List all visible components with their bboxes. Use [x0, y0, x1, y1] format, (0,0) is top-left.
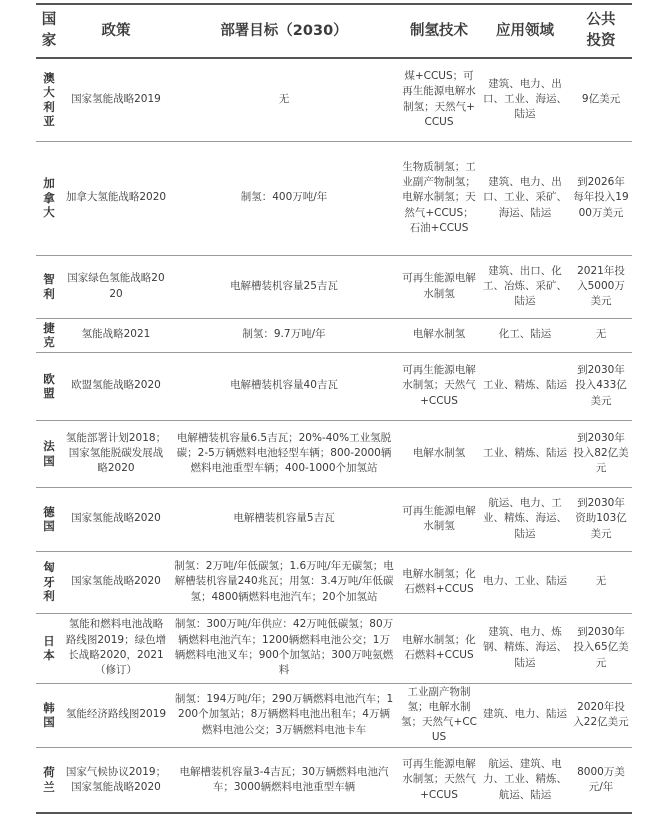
table-row — [36, 255, 632, 318]
target-cell: 电解槽装机容量25吉瓦 — [170, 255, 398, 318]
tech-cell: 电解水制氢；化石燃料+CCUS — [398, 551, 480, 613]
invest-cell: 到2030年资助103亿美元 — [570, 487, 632, 551]
table-row — [36, 58, 632, 141]
policy-cell: 氢能和燃料电池战略路线图2019；绿色增长战略2020，2021（修订） — [62, 613, 170, 683]
target-cell: 制氢：400万吨/年 — [170, 141, 398, 255]
policy-cell: 国家氢能战略2019 — [62, 58, 170, 141]
tech-cell: 可再生能源电解水制氢 — [398, 487, 480, 551]
hydrogen-strategy-table-container — [36, 3, 632, 814]
country-cell — [36, 487, 62, 551]
header-policy: 政策 — [62, 4, 170, 58]
app-cell: 航运、电力、工业、精炼、海运、陆运 — [480, 487, 570, 551]
country-cell — [36, 747, 62, 813]
app-cell: 工业、精炼、陆运 — [480, 420, 570, 487]
country-name: 捷克 — [43, 320, 55, 349]
country-cell — [36, 58, 62, 141]
country-cell — [36, 141, 62, 255]
target-cell: 电解槽装机容量40吉瓦 — [170, 352, 398, 420]
policy-cell: 氢能部署计划2018；国家氢能脱碳发展战略2020 — [62, 420, 170, 487]
country-cell — [36, 683, 62, 747]
table-row — [36, 318, 632, 352]
country-name: 欧盟 — [43, 371, 55, 400]
tech-cell: 煤+CCUS；可再生能源电解水制氢；天然气+CCUS — [398, 58, 480, 141]
app-cell: 建筑、电力、陆运 — [480, 683, 570, 747]
hydrogen-strategy-table — [36, 3, 632, 814]
invest-cell: 无 — [570, 318, 632, 352]
header-tech: 制氢技术 — [398, 4, 480, 58]
header-app: 应用领域 — [480, 4, 570, 58]
country-name: 法国 — [43, 439, 55, 468]
invest-cell: 9亿美元 — [570, 58, 632, 141]
app-cell: 建筑、电力、出口、工业、采矿、海运、陆运 — [480, 141, 570, 255]
target-cell: 制氢：300万吨/年供应：42万吨低碳氢；80万辆燃料电池汽车；1200辆燃料电池公交；1万辆燃料电池叉车；900个加氢站；300万吨氨燃料 — [170, 613, 398, 683]
target-cell: 制氢：2万吨/年低碳氢；1.6万吨/年无碳氢；电解槽装机容量240兆瓦；用氢：3.4万吨/年低碳氢；4800辆燃料电池汽车；20个加氢站 — [170, 551, 398, 613]
policy-cell: 氢能经济路线图2019 — [62, 683, 170, 747]
country-cell — [36, 255, 62, 318]
tech-cell: 电解水制氢 — [398, 318, 480, 352]
policy-cell: 国家氢能战略2020 — [62, 487, 170, 551]
country-name: 荷兰 — [43, 765, 55, 794]
invest-cell: 2021年投入5000万美元 — [570, 255, 632, 318]
tech-cell: 可再生能源电解水制氢；天然气+CCUS — [398, 352, 480, 420]
target-cell: 制氢：9.7万吨/年 — [170, 318, 398, 352]
app-cell: 航运、建筑、电力、工业、精炼、航运、陆运 — [480, 747, 570, 813]
tech-cell: 工业副产物制氢；电解水制氢；天然气+CCUS — [398, 683, 480, 747]
table-body — [36, 58, 632, 813]
target-cell: 制氢：194万吨/年；290万辆燃料电池汽车；1200个加氢站；8万辆燃料电池出租车；4万辆燃料电池公交；3万辆燃料电池卡车 — [170, 683, 398, 747]
target-cell: 电解槽装机容量6.5吉瓦；20%-40%工业氢脱碳；2-5万辆燃料电池轻型车辆；800-2000辆燃料电池重型车辆；400-1000个加氢站 — [170, 420, 398, 487]
policy-cell: 氢能战略2021 — [62, 318, 170, 352]
country-cell — [36, 352, 62, 420]
app-cell: 建筑、电力、出口、工业、海运、陆运 — [480, 58, 570, 141]
table-row — [36, 420, 632, 487]
invest-cell: 到2030年投入82亿美元 — [570, 420, 632, 487]
country-cell — [36, 420, 62, 487]
header-target: 部署目标（2030） — [170, 4, 398, 58]
country-name: 澳大利亚 — [43, 70, 55, 129]
tech-cell: 可再生能源电解水制氢 — [398, 255, 480, 318]
invest-cell: 无 — [570, 551, 632, 613]
country-name: 德国 — [43, 504, 55, 533]
tech-cell: 生物质制氢；工业副产物制氢；电解水制氢；天然气+CCUS；石油+CCUS — [398, 141, 480, 255]
app-cell: 工业、精炼、陆运 — [480, 352, 570, 420]
country-cell — [36, 318, 62, 352]
table-header — [36, 4, 632, 58]
policy-cell: 国家气候协议2019；国家氢能战略2020 — [62, 747, 170, 813]
policy-cell: 加拿大氢能战略2020 — [62, 141, 170, 255]
header-row — [36, 4, 632, 58]
policy-cell: 欧盟氢能战略2020 — [62, 352, 170, 420]
app-cell: 建筑、出口、化工、冶炼、采矿、陆运 — [480, 255, 570, 318]
country-name: 日本 — [43, 633, 55, 662]
country-cell — [36, 551, 62, 613]
country-name: 韩国 — [43, 700, 55, 730]
table-row — [36, 683, 632, 747]
invest-cell: 到2026年每年投入1900万美元 — [570, 141, 632, 255]
table-row — [36, 747, 632, 813]
table-row — [36, 613, 632, 683]
app-cell: 建筑、电力、炼钢、精炼、海运、陆运 — [480, 613, 570, 683]
invest-cell: 到2030年投入65亿美元 — [570, 613, 632, 683]
table-row — [36, 487, 632, 551]
invest-cell: 8000万美元/年 — [570, 747, 632, 813]
invest-cell: 2020年投入22亿美元 — [570, 683, 632, 747]
target-cell: 电解槽装机容量3-4吉瓦；30万辆燃料电池汽车；3000辆燃料电池重型车辆 — [170, 747, 398, 813]
country-name: 匈牙利 — [43, 560, 55, 604]
policy-cell: 国家氢能战略2020 — [62, 551, 170, 613]
policy-cell: 国家绿色氢能战略2020 — [62, 255, 170, 318]
header-country: 国家 — [36, 4, 62, 58]
tech-cell: 电解水制氢 — [398, 420, 480, 487]
table-row — [36, 352, 632, 420]
country-name: 智利 — [43, 272, 55, 301]
tech-cell: 可再生能源电解水制氢；天然气+CCUS — [398, 747, 480, 813]
header-invest: 公共投资 — [570, 4, 632, 58]
table-row — [36, 141, 632, 255]
app-cell: 电力、工业、陆运 — [480, 551, 570, 613]
app-cell: 化工、陆运 — [480, 318, 570, 352]
country-name: 加拿大 — [43, 176, 55, 220]
table-row — [36, 551, 632, 613]
country-cell — [36, 613, 62, 683]
invest-cell: 到2030年投入433亿美元 — [570, 352, 632, 420]
target-cell: 电解槽装机容量5吉瓦 — [170, 487, 398, 551]
target-cell: 无 — [170, 58, 398, 141]
tech-cell: 电解水制氢；化石燃料+CCUS — [398, 613, 480, 683]
